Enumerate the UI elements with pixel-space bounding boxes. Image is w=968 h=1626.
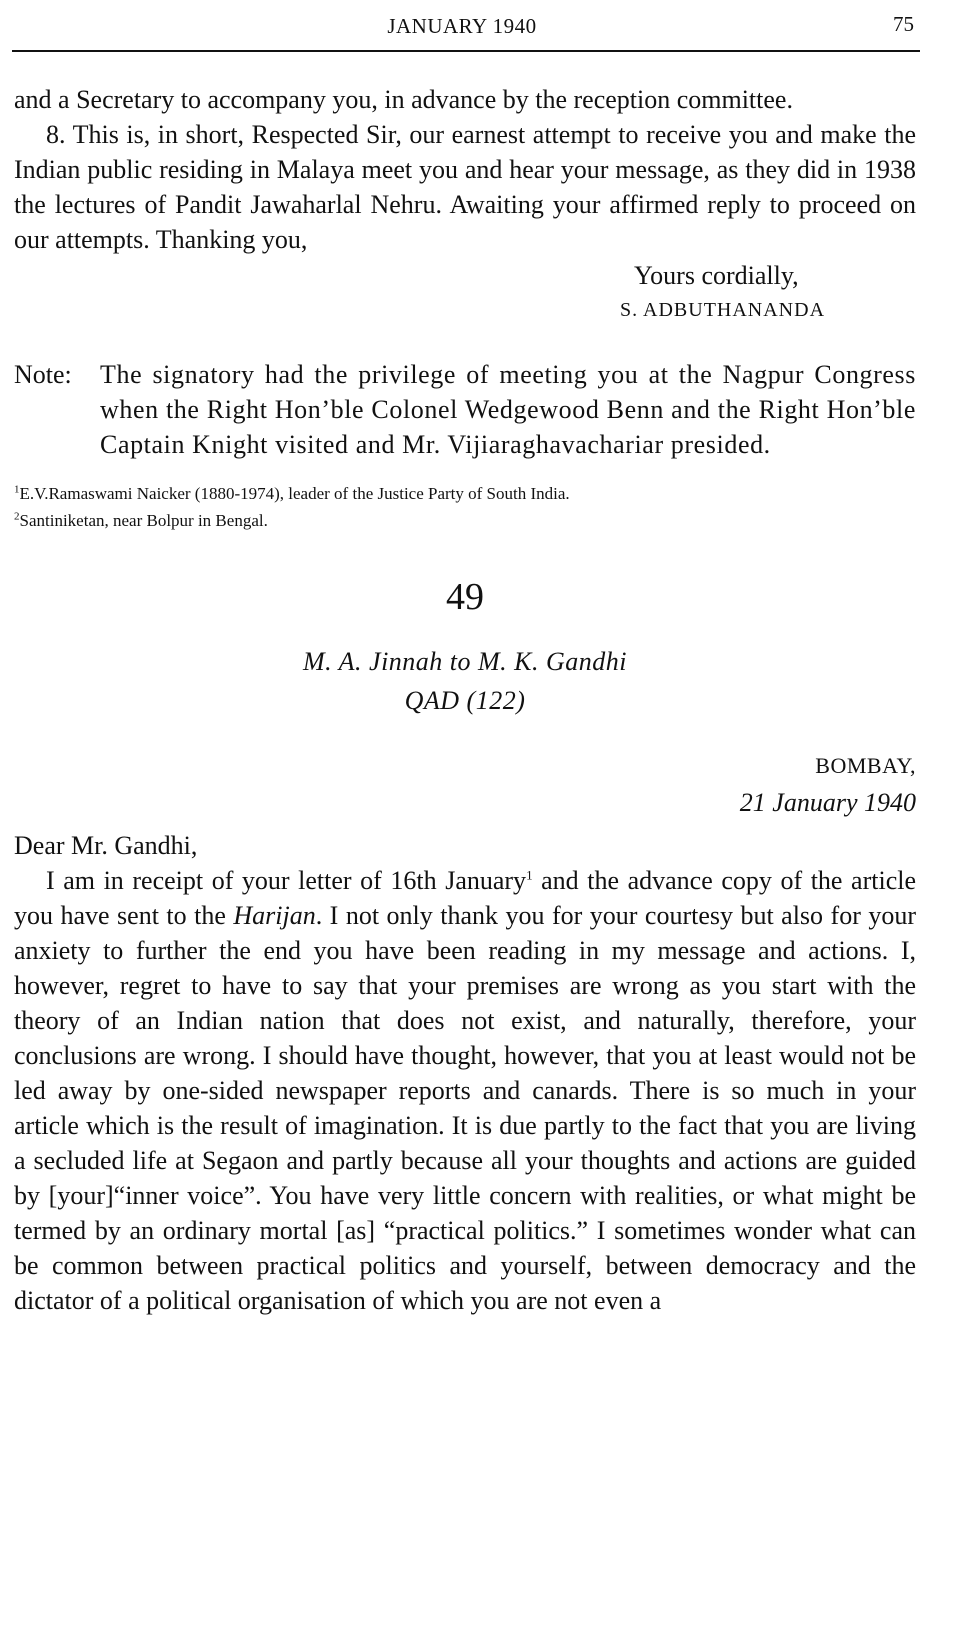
header-rule <box>12 50 920 52</box>
body-text: . I not only thank you for your courtesy but also for your anxiety to further the end you have been reading in my message and actions. I, however, regret to have to say that your premises are wrong as you start with the theory of an Indian nation that does not exist, and naturally, therefore, your conclusions are wrong. I should have thought, however, that you at least would not be led away by one-sided newspaper reports and canards. There is so much in your article which is the result of imagination. It is due partly to the fact that you are living a secluded life at Segaon and partly because all your thoughts and actions are guided by [your]“inner voice”. You have very little concern with realities, or what might be termed by an ordinary mortal [as] “practical politics.” I sometimes wonder what can be common between practical politics and yourself, between democracy and the dictator of a political organisation of which you are not even a <box>14 901 916 1315</box>
footnote-reference: 1 <box>526 867 533 883</box>
body-text: I am in receipt of your letter of 16th January <box>46 866 527 895</box>
closing-phrase: Yours cordially, <box>634 261 799 290</box>
footnote-text: E.V.Ramaswami Naicker (1880-1974), leader of the Justice Party of South India. <box>19 484 570 503</box>
running-head: JANUARY 1940 <box>387 14 537 38</box>
publication-title: Harijan <box>233 901 316 930</box>
signatory-name: S. ADBUTHANANDA <box>620 299 826 321</box>
letter-place: BOMBAY, <box>815 753 916 778</box>
letter-date: 21 January 1940 <box>739 788 916 817</box>
note-label: Note: <box>14 360 72 389</box>
letter-body <box>14 863 916 1318</box>
footnote-text: Santiniketan, near Bolpur in Bengal. <box>19 511 268 530</box>
document-title: M. A. Jinnah to M. K. Gandhi <box>302 647 628 676</box>
document-reference: QAD (122) <box>404 686 526 715</box>
footnote-mark: 2 <box>14 510 20 523</box>
document-number: 49 <box>446 576 484 618</box>
body-text: and the advance copy of the article you have sent to the <box>14 866 916 930</box>
letter-closing <box>620 259 916 327</box>
note <box>14 357 916 462</box>
page-number: 75 <box>893 12 914 36</box>
page-header <box>0 0 968 60</box>
footnotes <box>14 480 916 534</box>
page-content <box>14 82 916 1318</box>
footnote-mark: 1 <box>14 483 20 496</box>
salutation: Dear Mr. Gandhi, <box>14 831 198 860</box>
footnote <box>14 507 916 534</box>
note-text: The signatory had the privilege of meeting you at the Nagpur Congress when the Right Hon’ble Colonel Wedgewood Benn and the Right Hon’ble Captain Knight visited and Mr. Vijiaraghavachariar presided. <box>100 360 916 459</box>
letter-paragraph: 8. This is, in short, Respected Sir, our earnest attempt to receive you and make the Indian public residing in Malaya meet you and hear your message, as they did in 1938 the lectures of Pandit Jawaharlal Nehru. Awaiting your affirmed reply to proceed on our attempts. Thanking you, <box>14 120 916 254</box>
letter-paragraph: and a Secretary to accompany you, in advance by the reception committee. <box>14 85 793 114</box>
footnote <box>14 480 916 507</box>
